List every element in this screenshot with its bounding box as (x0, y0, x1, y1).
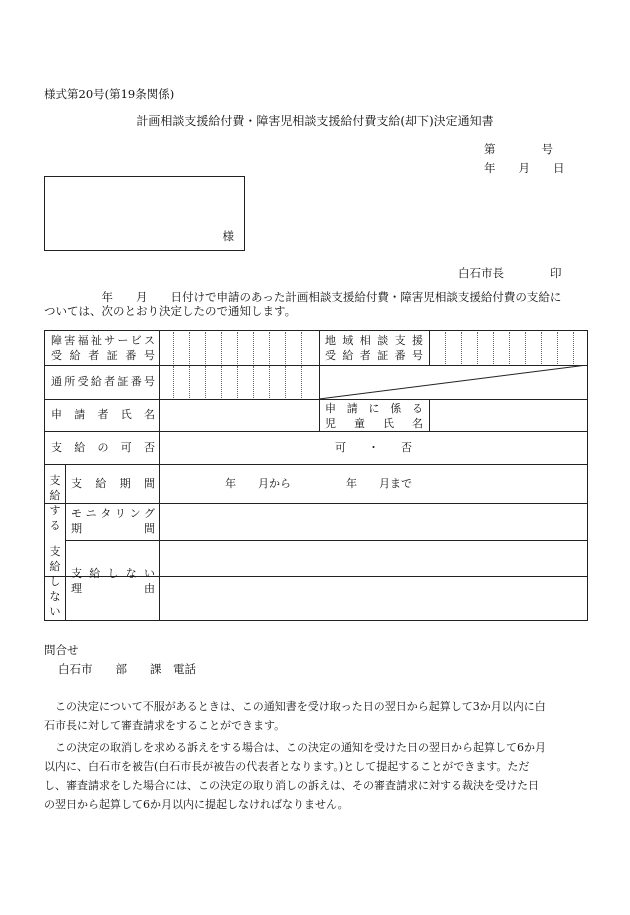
supply-period-value[interactable]: 年 月から 年 月まで (225, 477, 412, 490)
inquiry-label: 問合せ (44, 643, 79, 657)
notice-p2-line4: の翌日から起算して6か月以内に提起しなければなりません。 (44, 798, 349, 811)
intro-line-1: 年 月 日付けで申請のあった計画相談支援給付費・障害児相談支援給付費の支給に (44, 290, 562, 304)
document-number: 第 号 (484, 142, 553, 156)
supply-decision-options[interactable]: 可 ・ 否 (335, 441, 412, 454)
child-name-field[interactable] (430, 400, 586, 430)
label-supply-period: 支給期間 (71, 477, 155, 490)
notice-p2-line3: し、審査請求をした場合には、この決定の取り消しの訴えは、その審査請求に対する裁決を受けた日 (44, 779, 539, 792)
notice-p1-line1: この決定について不服があるときは、この通知書を受け取った日の翌日から起算して3か月以内に白 (44, 700, 546, 713)
label-child-name: 申請に係る 児童氏名 (325, 402, 423, 430)
decision-table (44, 330, 588, 621)
label-daycare-recipient-number: 通所受給者証番号 (51, 375, 155, 388)
form-number: 様式第20号(第19条関係) (44, 87, 175, 101)
daycare-recipient-number-field[interactable] (160, 366, 318, 398)
notice-p2-line1: この決定の取消しを求める訴えをする場合は、この決定の通知を受けた日の翌日から起算して6か月 (44, 741, 546, 754)
label-supply-decision: 支給の可否 (51, 441, 155, 454)
addressee-honorific: 様 (222, 229, 234, 243)
addressee-box[interactable] (44, 176, 245, 251)
notice-p2-line2: 以内に、白石市を被告(白石市長が被告の代表者となります。)として提起することができます。ただ (44, 760, 530, 773)
document-date: 年 月 日 (484, 161, 565, 175)
label-service-recipient-number: 障害福祉サービス 受給者証番号 (51, 334, 155, 362)
diagonal-strike (319, 365, 587, 399)
monitoring-period-field[interactable] (160, 504, 586, 539)
service-recipient-number-field[interactable] (160, 332, 318, 364)
notice-p1-line2: 石市長に対して審査請求をすることができます。 (44, 719, 286, 732)
regional-recipient-number-field[interactable] (430, 332, 586, 364)
intro-line-2: ついては、次のとおり決定したので通知します。 (44, 304, 297, 318)
no-supply-reason-field[interactable] (160, 541, 586, 619)
side-label-no-supply: 支 給 し な い (49, 545, 61, 618)
applicant-name-field[interactable] (160, 400, 318, 430)
side-label-supply: 支 給 す る (49, 474, 61, 532)
intro-text (44, 290, 584, 318)
document-title: 計画相談支援給付費・障害児相談支援給付費支給(却下)決定通知書 (136, 114, 494, 128)
label-regional-recipient-number: 地域相談支援 受給者証番号 (325, 334, 423, 362)
label-no-supply-reason: 支給しない 理由 (71, 567, 155, 595)
issuer-signature: 白石市長 印 (458, 266, 562, 280)
label-monitoring-period: モニタリング 期間 (71, 507, 155, 535)
label-applicant-name: 申請者氏名 (51, 408, 155, 421)
inquiry-contact: 白石市 部 課 電話 (58, 662, 196, 676)
